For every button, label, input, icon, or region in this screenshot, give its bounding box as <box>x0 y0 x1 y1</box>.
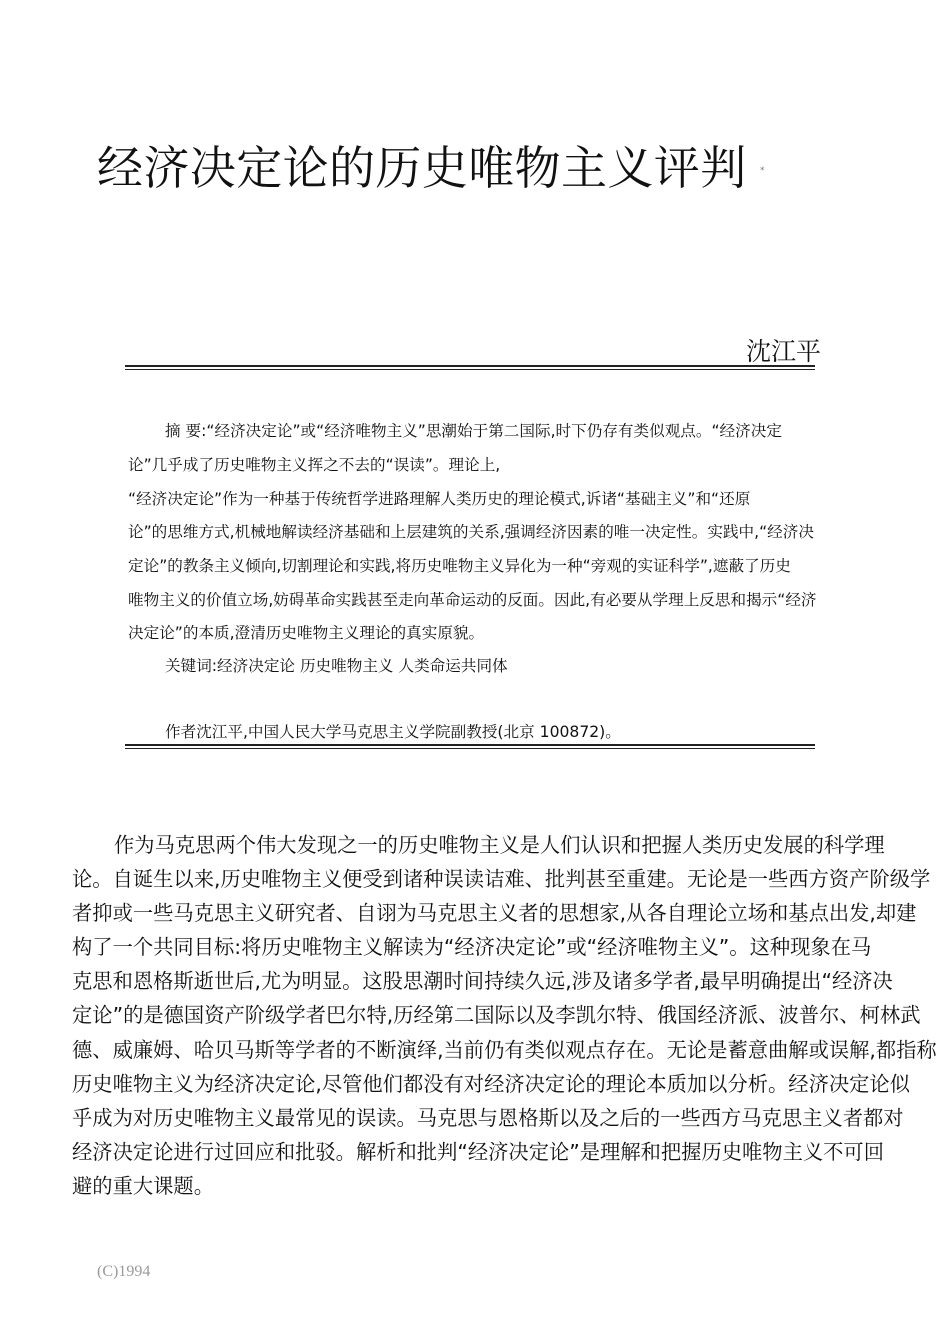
author-note: 作者沈江平,中国人民大学马克思主义学院副教授(北京 100872)。 <box>165 723 621 741</box>
abstract-line: 论”的思维方式,机械地解读经济基础和上层建筑的关系,强调经济因素的唯一决定性。实践中,“经济决 <box>128 523 814 541</box>
body-line: 者抑或一些马克思主义研究者、自诩为马克思主义者的思想家,从各自理论立场和基点出发,却建 <box>72 901 917 925</box>
abstract-line: 论”几乎成了历史唯物主义挥之不去的“误读”。理论上, <box>128 456 501 474</box>
body-line: 作为马克思两个伟大发现之一的历史唯物主义是人们认识和把握人类历史发展的科学理 <box>114 833 885 857</box>
abstract-divider <box>125 744 815 749</box>
body-line: 经济决定论进行过回应和批驳。解析和批判“经济决定论”是理解和把握历史唯物主义不可回 <box>72 1140 884 1164</box>
body-line: 历史唯物主义为经济决定论,尽管他们都没有对经济决定论的理论本质加以分析。经济决定论似 <box>72 1072 910 1096</box>
title-footnote-mark: * <box>760 166 765 176</box>
page-title: 经济决定论的历史唯物主义评判 <box>97 141 747 195</box>
body-line: 克思和恩格斯逝世后,尤为明显。这股思潮时间持续久远,涉及诸多学者,最早明确提出“经济决 <box>72 969 893 993</box>
abstract-line: 唯物主义的价值立场,妨碍革命实践甚至走向革命运动的反面。因此,有必要从学理上反思和揭示“经济 <box>128 591 817 609</box>
author-name: 沈江平 <box>746 337 822 366</box>
body-line: 论。自诞生以来,历史唯物主义便受到诸种误读诘难、批判甚至重建。无论是一些西方资产阶级学 <box>72 867 931 891</box>
abstract-line: 摘 要:“经济决定论”或“经济唯物主义”思潮始于第二国际,时下仍存有类似观点。“经济决定 <box>165 422 782 440</box>
body-line: 构了一个共同目标:将历史唯物主义解读为“经济决定论”或“经济唯物主义”。这种现象在马 <box>72 935 872 959</box>
body-line: 定论”的是德国资产阶级学者巴尔特,历经第二国际以及李凯尔特、俄国经济派、波普尔、柯林武 <box>72 1003 921 1027</box>
copyright-notice: (C)1994 <box>97 1263 151 1280</box>
body-line: 德、威廉姆、哈贝马斯等学者的不断演绎,当前仍有类似观点存在。无论是蓄意曲解或误解,都指称 <box>72 1038 937 1062</box>
keywords: 关键词:经济决定论 历史唯物主义 人类命运共同体 <box>165 657 508 675</box>
body-line: 避的重大课题。 <box>72 1174 214 1198</box>
abstract-line: 决定论”的本质,澄清历史唯物主义理论的真实原貌。 <box>128 624 485 642</box>
abstract-line: “经济决定论”作为一种基于传统哲学进路理解人类历史的理论模式,诉诸“基础主义”和“还原 <box>128 490 751 508</box>
abstract-line: 定论”的教条主义倾向,切割理论和实践,将历史唯物主义异化为一种“旁观的实证科学”,遮蔽了历史 <box>128 557 791 575</box>
header-divider <box>125 365 815 370</box>
body-line: 乎成为对历史唯物主义最常见的误读。马克思与恩格斯以及之后的一些西方马克思主义者都对 <box>72 1106 904 1130</box>
